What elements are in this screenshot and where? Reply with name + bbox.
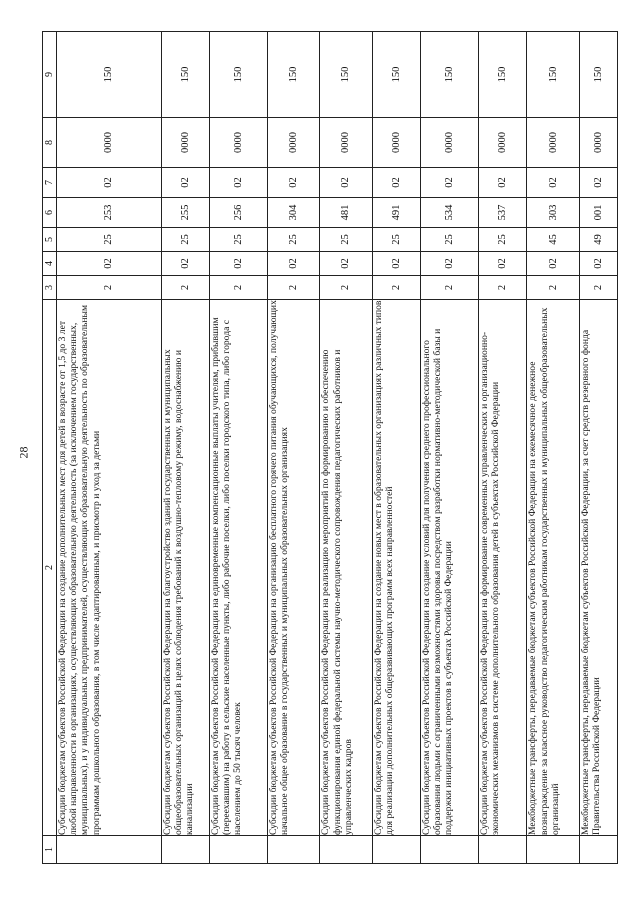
code-cell: 02 — [372, 252, 420, 276]
code-cell: 2 — [579, 276, 617, 300]
code-cell: 0000 — [479, 118, 527, 168]
column-header: 8 — [43, 118, 57, 168]
code-cell: 2 — [209, 276, 267, 300]
row-name-cell: Межбюджетные трансферты, передаваемые бюджетам субъектов Российской Федерации на ежемесячное денежное вознаграждение за классное руководство педагогическим работникам государственных и муниципальных общеобразовательных организаций — [527, 300, 579, 836]
code-cell: 02 — [527, 168, 579, 198]
row-number-cell — [527, 836, 579, 864]
code-cell: 02 — [420, 168, 478, 198]
code-cell: 150 — [420, 32, 478, 118]
column-header: 2 — [43, 300, 57, 836]
column-header: 7 — [43, 168, 57, 198]
code-cell: 303 — [527, 198, 579, 228]
table-row — [320, 32, 372, 864]
code-cell: 0000 — [209, 118, 267, 168]
code-cell: 256 — [209, 198, 267, 228]
code-cell: 02 — [320, 168, 372, 198]
row-number-cell — [161, 836, 209, 864]
table-row — [579, 32, 617, 864]
code-cell: 2 — [320, 276, 372, 300]
row-name-cell: Субсидии бюджетам субъектов Российской Федерации на создание условий для получения среднего профессионального образования людьми с ограниченными возможностями здоровья посредством разработки нормативно-методической базы и поддержки инициативных проектов в субъектах Российской Федерации — [420, 300, 478, 836]
code-cell: 0000 — [579, 118, 617, 168]
row-name-cell: Субсидии бюджетам субъектов Российской Федерации на благоустройство зданий государственных и муниципальных общеобразовательных организаций в целях соблюдения требований к воздушно-тепловому режиму, водоснабжению и канализации — [161, 300, 209, 836]
column-header: 5 — [43, 228, 57, 252]
column-header: 1 — [43, 836, 57, 864]
code-cell: 481 — [320, 198, 372, 228]
code-cell: 2 — [479, 276, 527, 300]
page-number: 28 — [16, 446, 31, 458]
code-cell: 534 — [420, 198, 478, 228]
column-header-row — [43, 32, 57, 864]
code-cell: 02 — [479, 168, 527, 198]
code-cell: 150 — [161, 32, 209, 118]
code-cell: 02 — [372, 168, 420, 198]
column-header: 4 — [43, 252, 57, 276]
code-cell: 150 — [372, 32, 420, 118]
code-cell: 253 — [57, 198, 162, 228]
code-cell: 25 — [372, 228, 420, 252]
budget-classification-table — [42, 31, 618, 864]
code-cell: 25 — [479, 228, 527, 252]
code-cell: 02 — [209, 252, 267, 276]
table-row — [527, 32, 579, 864]
column-header: 9 — [43, 32, 57, 118]
table-row — [268, 32, 320, 864]
row-number-cell — [209, 836, 267, 864]
code-cell: 150 — [527, 32, 579, 118]
code-cell: 02 — [579, 252, 617, 276]
table-row — [209, 32, 267, 864]
code-cell: 25 — [420, 228, 478, 252]
column-header: 6 — [43, 198, 57, 228]
code-cell: 02 — [527, 252, 579, 276]
code-cell: 0000 — [268, 118, 320, 168]
rotated-table-container — [42, 32, 618, 864]
code-cell: 150 — [579, 32, 617, 118]
code-cell: 0000 — [372, 118, 420, 168]
code-cell: 0000 — [320, 118, 372, 168]
code-cell: 02 — [320, 252, 372, 276]
code-cell: 25 — [209, 228, 267, 252]
table-row — [57, 32, 162, 864]
code-cell: 2 — [527, 276, 579, 300]
code-cell: 02 — [161, 168, 209, 198]
code-cell: 001 — [579, 198, 617, 228]
code-cell: 02 — [268, 252, 320, 276]
column-header: 3 — [43, 276, 57, 300]
row-name-cell: Субсидии бюджетам субъектов Российской Федерации на создание дополнительных мест для детей в возрасте от 1,5 до 3 лет любой направленности в организациях, осуществляющих образовательную деятельность (за исключением государственных, муниципальных), и у индивидуальных предпринимателей, осуществляющих образовательную деятельность по образовательным программам дошкольного образования, в том числе адаптированным, и присмотр и уход за детьми — [57, 300, 162, 836]
code-cell: 02 — [268, 168, 320, 198]
code-cell: 02 — [209, 168, 267, 198]
code-cell: 150 — [268, 32, 320, 118]
row-number-cell — [420, 836, 478, 864]
code-cell: 255 — [161, 198, 209, 228]
code-cell: 2 — [161, 276, 209, 300]
code-cell: 0000 — [527, 118, 579, 168]
code-cell: 150 — [479, 32, 527, 118]
code-cell: 150 — [209, 32, 267, 118]
code-cell: 02 — [161, 252, 209, 276]
code-cell: 537 — [479, 198, 527, 228]
code-cell: 49 — [579, 228, 617, 252]
code-cell: 2 — [57, 276, 162, 300]
row-number-cell — [579, 836, 617, 864]
row-number-cell — [268, 836, 320, 864]
code-cell: 0000 — [161, 118, 209, 168]
code-cell: 02 — [57, 168, 162, 198]
row-number-cell — [57, 836, 162, 864]
code-cell: 2 — [372, 276, 420, 300]
row-name-cell: Субсидии бюджетам субъектов Российской Федерации на реализацию мероприятий по формированию и обеспечению функционирования единой федеральной системы научно-методического сопровождения педагогических работников и управленческих кадров — [320, 300, 372, 836]
code-cell: 25 — [320, 228, 372, 252]
code-cell: 25 — [161, 228, 209, 252]
code-cell: 02 — [479, 252, 527, 276]
code-cell: 25 — [57, 228, 162, 252]
code-cell: 491 — [372, 198, 420, 228]
row-number-cell — [320, 836, 372, 864]
row-name-cell: Межбюджетные трансферты, передаваемые бюджетам субъектов Российской Федерации, за счет средств резервного фонда Правительства Российской Федерации — [579, 300, 617, 836]
code-cell: 2 — [420, 276, 478, 300]
row-name-cell: Субсидии бюджетам субъектов Российской Федерации на единовременные компенсационные выплаты учителям, прибывшим (переехавшим) на работу в сельские населенные пункты, либо рабочие поселки, либо поселки городского типа, либо города с населением до 50 тысяч человек — [209, 300, 267, 836]
table-row — [479, 32, 527, 864]
row-name-cell: Субсидии бюджетам субъектов Российской Федерации на организацию бесплатного горячего питания обучающихся, получающих начальное общее образование в государственных и муниципальных образовательных организациях — [268, 300, 320, 836]
code-cell: 150 — [57, 32, 162, 118]
code-cell: 0000 — [420, 118, 478, 168]
code-cell: 45 — [527, 228, 579, 252]
code-cell: 02 — [420, 252, 478, 276]
row-number-cell — [372, 836, 420, 864]
code-cell: 02 — [579, 168, 617, 198]
code-cell: 0000 — [57, 118, 162, 168]
code-cell: 150 — [320, 32, 372, 118]
table-row — [161, 32, 209, 864]
table-row — [420, 32, 478, 864]
code-cell: 304 — [268, 198, 320, 228]
code-cell: 02 — [57, 252, 162, 276]
row-name-cell: Субсидии бюджетам субъектов Российской Федерации на формирование современных управленческих и организационно-экономических механизмов в системе дополнительного образования детей в субъектах Российской Федерации — [479, 300, 527, 836]
table-row — [372, 32, 420, 864]
code-cell: 2 — [268, 276, 320, 300]
code-cell: 25 — [268, 228, 320, 252]
row-number-cell — [479, 836, 527, 864]
row-name-cell: Субсидии бюджетам субъектов Российской Федерации на создание новых мест в образовательных организациях различных типов для реализации дополнительных общеразвивающих программ всех направленностей — [372, 300, 420, 836]
